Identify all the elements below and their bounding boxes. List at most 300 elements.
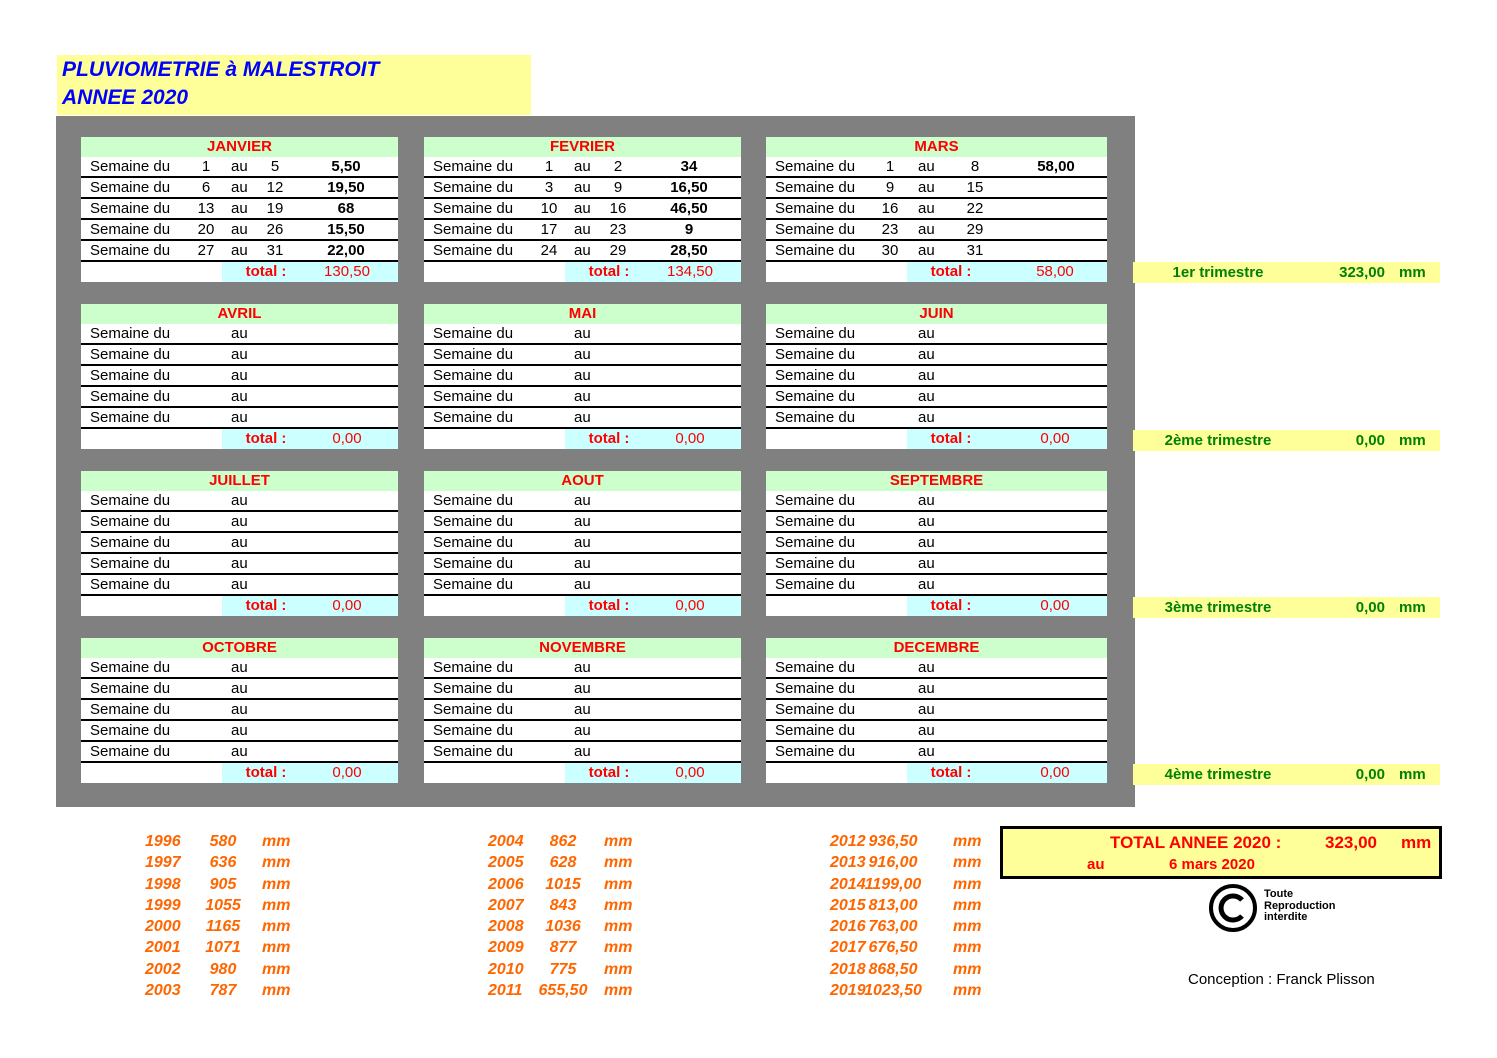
history-row (145, 852, 302, 873)
history-value: 628 (549, 854, 577, 872)
quarter-3 (1133, 597, 1440, 618)
copyright-line: interdite (1264, 911, 1308, 923)
total-label: total : (930, 597, 972, 614)
year-total-value: 323,00 (1325, 833, 1377, 852)
total-row (81, 262, 398, 282)
quarter-2 (1133, 430, 1440, 451)
date-au-label: au (1087, 856, 1105, 873)
week-row (766, 366, 1107, 387)
history-row (145, 980, 302, 1001)
week-au: au (574, 680, 591, 697)
credit-text: Conception : Franck Plisson (1188, 971, 1375, 988)
history-value: 1071 (205, 939, 241, 957)
total-row (766, 429, 1107, 449)
week-label: Semaine du (90, 242, 171, 259)
week-label: Semaine du (775, 388, 856, 405)
week-au: au (574, 743, 591, 760)
total-label: total : (930, 430, 972, 447)
history-year: 2000 (145, 918, 181, 936)
history-value: 775 (549, 960, 577, 978)
week-label: Semaine du (775, 200, 856, 217)
week-row (766, 324, 1107, 345)
history-row (830, 916, 993, 937)
week-label: Semaine du (775, 534, 856, 551)
week-row (766, 491, 1107, 512)
week-label: Semaine du (90, 367, 171, 384)
week-label: Semaine du (90, 534, 171, 551)
total-label: total : (930, 263, 972, 280)
history-year: 2009 (488, 939, 524, 957)
week-label: Semaine du (433, 576, 514, 593)
week-label: Semaine du (775, 680, 856, 697)
week-row (81, 324, 398, 345)
week-from: 30 (881, 242, 899, 259)
week-label: Semaine du (775, 179, 856, 196)
week-label: Semaine du (90, 158, 171, 175)
copyright-line: Reproduction (1264, 899, 1336, 912)
history-unit: mm (953, 918, 982, 936)
week-label: Semaine du (433, 492, 514, 509)
history-row (145, 959, 302, 980)
week-au: au (231, 221, 248, 238)
week-label: Semaine du (90, 221, 171, 238)
copyright-text (1264, 889, 1336, 924)
total-value: 0,00 (1040, 764, 1070, 781)
quarter-value: 0,00 (1355, 766, 1385, 783)
week-to: 23 (609, 221, 627, 238)
total-row (766, 596, 1107, 616)
week-value: 58,00 (1037, 158, 1075, 175)
history-year: 2010 (488, 960, 524, 978)
week-label: Semaine du (90, 179, 171, 196)
week-from: 23 (881, 221, 899, 238)
year-total-box (1000, 826, 1442, 879)
history-row (830, 831, 993, 852)
total-label: total : (588, 430, 630, 447)
week-row (81, 575, 398, 596)
history-row (488, 852, 644, 873)
week-row (81, 408, 398, 429)
quarter-4 (1133, 764, 1440, 785)
month-name: AVRIL (81, 304, 398, 324)
week-au: au (918, 200, 935, 217)
week-row (424, 366, 741, 387)
week-value: 5,50 (331, 158, 361, 175)
week-label: Semaine du (433, 242, 514, 259)
history-unit: mm (262, 875, 291, 893)
week-label: Semaine du (433, 200, 514, 217)
month-table (81, 471, 398, 616)
week-au: au (574, 346, 591, 363)
week-au: au (918, 701, 935, 718)
week-au: au (231, 701, 248, 718)
total-value: 134,50 (667, 263, 713, 280)
history-year: 2013 (830, 854, 866, 872)
history-unit: mm (953, 960, 982, 978)
week-label: Semaine du (433, 743, 514, 760)
month-table (766, 304, 1107, 449)
total-row (766, 262, 1107, 282)
history-row (145, 916, 302, 937)
total-value: 0,00 (1040, 597, 1070, 614)
week-to: 29 (609, 242, 627, 259)
week-row (424, 554, 741, 575)
history-year: 2001 (145, 939, 181, 957)
history-value: 916,00 (868, 854, 918, 872)
week-au: au (918, 555, 935, 572)
week-row (766, 220, 1107, 241)
total-label: total : (930, 764, 972, 781)
week-from: 1 (885, 158, 895, 175)
history-value: 655,50 (538, 982, 588, 1000)
history-column (145, 831, 302, 1001)
week-row (766, 241, 1107, 262)
week-to: 31 (966, 242, 984, 259)
week-label: Semaine du (90, 701, 171, 718)
quarter-value: 0,00 (1355, 432, 1385, 449)
week-row (424, 387, 741, 408)
history-unit: mm (604, 939, 633, 957)
quarter-unit: mm (1399, 432, 1426, 449)
week-label: Semaine du (433, 367, 514, 384)
week-au: au (231, 555, 248, 572)
page-subtitle: ANNEE 2020 (62, 86, 189, 109)
week-au: au (231, 388, 248, 405)
week-label: Semaine du (90, 388, 171, 405)
week-label: Semaine du (775, 743, 856, 760)
history-row (488, 874, 644, 895)
history-unit: mm (953, 833, 982, 850)
copyright-icon (1206, 883, 1260, 933)
total-row (766, 763, 1107, 783)
week-row (81, 679, 398, 700)
history-value: 936,50 (868, 833, 918, 850)
week-au: au (918, 659, 935, 676)
history-row (488, 895, 644, 916)
history-year: 2014 (830, 875, 866, 893)
week-label: Semaine du (433, 409, 514, 426)
week-row (81, 157, 398, 178)
history-row (488, 980, 644, 1001)
week-row (81, 345, 398, 366)
week-from: 1 (201, 158, 211, 175)
week-from: 6 (201, 179, 211, 196)
week-row (424, 199, 741, 220)
total-value: 130,50 (324, 263, 370, 280)
week-from: 10 (540, 200, 558, 217)
week-au: au (231, 158, 248, 175)
week-value: 19,50 (327, 179, 365, 196)
week-au: au (918, 325, 935, 342)
week-to: 5 (270, 158, 280, 175)
week-value: 9 (684, 221, 694, 238)
history-year: 2012 (830, 833, 866, 850)
week-au: au (918, 722, 935, 739)
month-table (81, 304, 398, 449)
total-row (424, 763, 741, 783)
history-year: 2004 (488, 833, 524, 850)
week-row (81, 241, 398, 262)
history-year: 1998 (145, 875, 181, 893)
history-row (488, 831, 644, 852)
week-from: 16 (881, 200, 899, 217)
week-au: au (574, 388, 591, 405)
history-value: 676,50 (868, 939, 918, 957)
history-unit: mm (604, 960, 633, 978)
history-year: 1997 (145, 854, 181, 872)
week-au: au (231, 325, 248, 342)
week-label: Semaine du (775, 242, 856, 259)
week-row (766, 575, 1107, 596)
total-label: total : (588, 597, 630, 614)
history-unit: mm (953, 982, 982, 1000)
week-label: Semaine du (433, 555, 514, 572)
week-to: 26 (266, 221, 284, 238)
month-table (424, 304, 741, 449)
history-value: 787 (209, 982, 237, 1000)
total-row (81, 596, 398, 616)
week-au: au (574, 701, 591, 718)
history-row (830, 874, 993, 895)
history-year: 2003 (145, 982, 181, 1000)
history-row (145, 874, 302, 895)
history-year: 2008 (488, 918, 524, 936)
month-name: AOUT (424, 471, 741, 491)
week-au: au (918, 513, 935, 530)
month-table (81, 137, 398, 282)
history-unit: mm (953, 896, 982, 914)
week-from: 3 (544, 179, 554, 196)
total-row (424, 429, 741, 449)
month-name: MARS (766, 137, 1107, 157)
week-row (424, 345, 741, 366)
month-name: JUILLET (81, 471, 398, 491)
quarter-value: 323,00 (1339, 264, 1385, 281)
quarter-unit: mm (1399, 599, 1426, 616)
week-row (81, 700, 398, 721)
week-au: au (231, 179, 248, 196)
week-label: Semaine du (433, 325, 514, 342)
week-label: Semaine du (433, 179, 514, 196)
history-year: 2007 (488, 896, 524, 914)
week-label: Semaine du (433, 659, 514, 676)
week-au: au (574, 409, 591, 426)
history-unit: mm (604, 854, 633, 872)
week-au: au (231, 576, 248, 593)
week-label: Semaine du (775, 346, 856, 363)
week-row (81, 512, 398, 533)
title-box (57, 55, 531, 115)
total-value: 0,00 (1040, 430, 1070, 447)
history-value: 1036 (545, 918, 581, 936)
week-label: Semaine du (433, 722, 514, 739)
week-au: au (574, 179, 591, 196)
week-au: au (231, 409, 248, 426)
total-value: 0,00 (332, 764, 362, 781)
history-value: 1199,00 (864, 875, 922, 893)
total-value: 0,00 (675, 597, 705, 614)
week-row (766, 408, 1107, 429)
week-label: Semaine du (433, 346, 514, 363)
week-row (81, 742, 398, 763)
history-year: 2005 (488, 854, 524, 872)
history-year: 2017 (830, 939, 866, 957)
history-unit: mm (262, 896, 291, 914)
week-label: Semaine du (433, 221, 514, 238)
total-label: total : (245, 263, 287, 280)
total-value: 0,00 (332, 597, 362, 614)
week-au: au (918, 388, 935, 405)
week-row (424, 742, 741, 763)
history-value: 1023,50 (864, 982, 922, 1000)
week-label: Semaine du (90, 409, 171, 426)
week-au: au (231, 200, 248, 217)
week-label: Semaine du (90, 722, 171, 739)
week-row (424, 658, 741, 679)
week-au: au (231, 659, 248, 676)
week-label: Semaine du (90, 200, 171, 217)
week-label: Semaine du (90, 555, 171, 572)
week-to: 2 (613, 158, 623, 175)
week-au: au (918, 409, 935, 426)
week-au: au (918, 576, 935, 593)
week-au: au (574, 325, 591, 342)
month-table (424, 137, 741, 282)
week-row (766, 178, 1107, 199)
history-value: 980 (209, 960, 237, 978)
month-name: JANVIER (81, 137, 398, 157)
week-row (766, 658, 1107, 679)
week-au: au (231, 346, 248, 363)
week-row (81, 387, 398, 408)
week-au: au (574, 534, 591, 551)
week-value: 68 (337, 200, 355, 217)
week-row (81, 220, 398, 241)
month-name: MAI (424, 304, 741, 324)
week-au: au (918, 158, 935, 175)
week-to: 16 (609, 200, 627, 217)
history-value: 843 (549, 896, 577, 914)
week-row (766, 679, 1107, 700)
week-row (424, 324, 741, 345)
week-au: au (918, 242, 935, 259)
month-table (766, 638, 1107, 783)
history-unit: mm (953, 875, 982, 893)
week-au: au (574, 242, 591, 259)
week-row (424, 679, 741, 700)
month-table (424, 638, 741, 783)
week-label: Semaine du (775, 701, 856, 718)
history-column (830, 831, 993, 1001)
history-value: 1055 (205, 896, 241, 914)
year-total-unit: mm (1401, 833, 1432, 852)
year-total-label: TOTAL ANNEE 2020 : (1110, 833, 1282, 852)
history-row (830, 959, 993, 980)
week-label: Semaine du (90, 743, 171, 760)
week-from: 27 (197, 242, 215, 259)
week-value: 34 (680, 158, 698, 175)
total-label: total : (245, 764, 287, 781)
week-from: 24 (540, 242, 558, 259)
month-name: NOVEMBRE (424, 638, 741, 658)
history-value: 763,00 (868, 918, 918, 936)
total-value: 0,00 (332, 430, 362, 447)
total-value: 58,00 (1036, 263, 1074, 280)
total-label: total : (245, 597, 287, 614)
history-unit: mm (953, 854, 982, 872)
week-au: au (574, 158, 591, 175)
week-row (81, 178, 398, 199)
history-year: 2002 (145, 960, 181, 978)
week-row (424, 512, 741, 533)
year-total-date: 6 mars 2020 (1169, 856, 1255, 873)
history-value: 580 (209, 833, 237, 850)
month-table (766, 137, 1107, 282)
week-au: au (231, 367, 248, 384)
week-from: 17 (540, 221, 558, 238)
week-label: Semaine du (433, 701, 514, 718)
week-label: Semaine du (90, 513, 171, 530)
history-column (488, 831, 644, 1001)
history-year: 2016 (830, 918, 866, 936)
quarter-unit: mm (1399, 766, 1426, 783)
week-label: Semaine du (775, 659, 856, 676)
total-row (424, 262, 741, 282)
week-to: 19 (266, 200, 284, 217)
week-label: Semaine du (90, 659, 171, 676)
total-row (81, 429, 398, 449)
month-table (766, 471, 1107, 616)
week-au: au (918, 367, 935, 384)
week-value: 22,00 (327, 242, 365, 259)
month-table (424, 471, 741, 616)
total-label: total : (245, 430, 287, 447)
week-to: 29 (966, 221, 984, 238)
week-au: au (574, 513, 591, 530)
week-au: au (918, 346, 935, 363)
week-row (424, 178, 741, 199)
week-row (424, 575, 741, 596)
history-row (145, 937, 302, 958)
week-au: au (918, 743, 935, 760)
week-au: au (231, 743, 248, 760)
history-value: 877 (549, 939, 577, 957)
history-unit: mm (262, 939, 291, 957)
month-name: DECEMBRE (766, 638, 1107, 658)
week-row (766, 387, 1107, 408)
week-au: au (574, 576, 591, 593)
quarter-unit: mm (1399, 264, 1426, 281)
week-au: au (231, 534, 248, 551)
week-label: Semaine du (90, 492, 171, 509)
history-year: 1999 (145, 896, 181, 914)
quarter-label: 2ème trimestre (1164, 432, 1272, 449)
week-label: Semaine du (90, 346, 171, 363)
week-row (424, 157, 741, 178)
week-au: au (574, 367, 591, 384)
week-au: au (918, 492, 935, 509)
history-row (488, 959, 644, 980)
history-value: 1165 (205, 918, 241, 936)
history-value: 1015 (545, 875, 581, 893)
week-from: 9 (885, 179, 895, 196)
week-value: 46,50 (670, 200, 708, 217)
week-label: Semaine du (433, 680, 514, 697)
week-value: 16,50 (670, 179, 708, 196)
week-row (81, 721, 398, 742)
history-unit: mm (604, 875, 633, 893)
history-year: 2006 (488, 875, 524, 893)
